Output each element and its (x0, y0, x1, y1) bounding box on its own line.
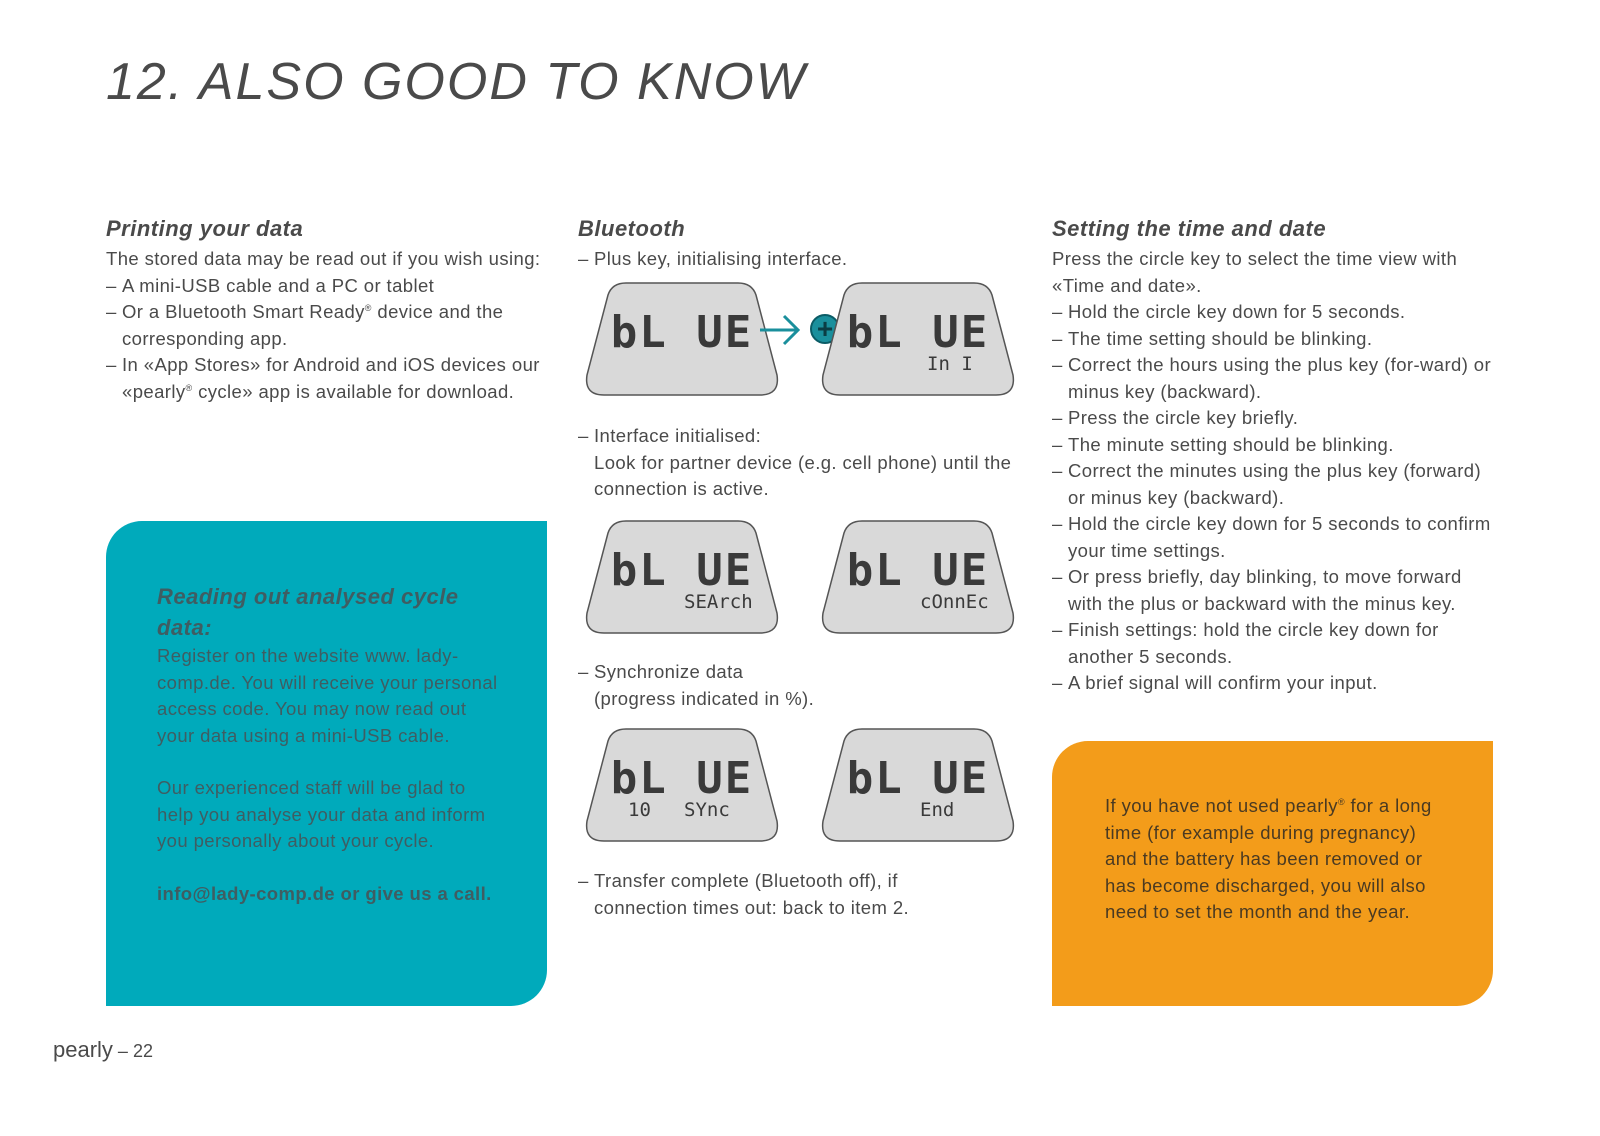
footer-brand: pearly (53, 1037, 113, 1062)
bluetooth-heading: Bluetooth (578, 216, 686, 241)
lcd-sub-text: SYnc (684, 799, 730, 821)
time-date-list (1052, 299, 1492, 697)
lcd-main-text: bL UE (846, 307, 990, 358)
battery-note-box (1052, 741, 1493, 1006)
lcd-sub-text: In I (927, 353, 973, 375)
list-item: – In «App Stores» for Android and iOS devices our «pearly® cycle» app is available for download. (106, 352, 546, 405)
battery-note-text: If you have not used pearly® for a long time (for example during pregnancy) and the battery has been removed or has become discharged, you will also need to set the month and the year. (1105, 795, 1432, 922)
registered-mark: ® (364, 302, 372, 313)
reading-out-para-2: Our experienced staff will be glad to help you analyse your data and inform you personally about your cycle. (157, 777, 486, 851)
list-item: – Or press briefly, day blinking, to move forward with the plus or backward with the minus key. (1052, 564, 1492, 617)
time-date-intro: Press the circle key to select the time view with «Time and date». (1052, 248, 1458, 296)
reading-out-box (106, 521, 547, 1006)
bluetooth-step-1: – Plus key, initialising interface. (578, 246, 1028, 273)
bluetooth-step-4: – Transfer complete (Bluetooth off), if connection times out: back to item 2. (578, 868, 1028, 921)
printing-list (106, 273, 546, 406)
lcd-main-text: bL UE (846, 545, 990, 596)
lcd-progress-text: 10 (628, 799, 651, 821)
list-item: – Correct the hours using the plus key (for-ward) or minus key (backward). (1052, 352, 1492, 405)
lcd-display-end (820, 727, 1016, 843)
list-item: – Hold the circle key down for 5 seconds to confirm your time settings. (1052, 511, 1492, 564)
page-footer: pearly – 22 (53, 1037, 153, 1062)
lcd-sub-text: cOnnEc (920, 591, 989, 613)
lcd-display-search (584, 519, 780, 635)
reading-out-heading: Reading out analysed cycle data: (157, 584, 459, 640)
lcd-main-text: bL UE (610, 307, 754, 358)
list-item: – Finish settings: hold the circle key down for another 5 seconds. (1052, 617, 1492, 670)
lcd-display-sync (584, 727, 780, 843)
time-date-heading: Setting the time and date (1052, 216, 1327, 241)
list-item: – Press the circle key briefly. (1052, 405, 1492, 432)
arrow-right-icon (758, 313, 802, 347)
list-item: – The time setting should be blinking. (1052, 326, 1492, 353)
registered-mark: ® (1337, 796, 1345, 807)
list-item: – A brief signal will confirm your input. (1052, 670, 1492, 697)
lcd-sub-text: SEArch (684, 591, 753, 613)
lcd-display-blue-init (820, 281, 1016, 397)
list-item: – The minute setting should be blinking. (1052, 432, 1492, 459)
lcd-display-blue (584, 281, 780, 397)
list-item: – Correct the minutes using the plus key (forward) or minus key (backward). (1052, 458, 1492, 511)
lcd-display-connect (820, 519, 1016, 635)
printing-intro: The stored data may be read out if you wish using: (106, 248, 541, 269)
printing-heading: Printing your data (106, 216, 304, 241)
lcd-main-text: bL UE (610, 545, 754, 596)
printing-section (106, 216, 546, 405)
list-item: – Hold the circle key down for 5 seconds. (1052, 299, 1492, 326)
time-date-section (1052, 216, 1492, 697)
page-title: 12. ALSO GOOD TO KNOW (106, 53, 807, 111)
bluetooth-section (578, 216, 1028, 273)
lcd-main-text: bL UE (846, 753, 990, 804)
list-item: – Or a Bluetooth Smart Ready® device and the corresponding app. (106, 299, 546, 352)
registered-mark: ® (185, 382, 193, 393)
lcd-main-text: bL UE (610, 753, 754, 804)
plus-key-icon: + (810, 314, 840, 344)
page-number: 22 (132, 1041, 153, 1061)
bluetooth-step-2: – Interface initialised: Look for partner device (e.g. cell phone) until the connection is active. (578, 423, 1028, 503)
bluetooth-step-3: – Synchronize data (progress indicated in %). (578, 659, 1028, 712)
reading-out-para-1: Register on the website www. lady-comp.de. You will receive your personal access code. You may now read out your data using a mini-USB cable. (157, 645, 498, 746)
contact-line: info@lady-comp.de or give us a call. (157, 882, 492, 904)
lcd-sub-text: End (920, 799, 955, 821)
list-item: – A mini-USB cable and a PC or tablet (106, 273, 546, 300)
